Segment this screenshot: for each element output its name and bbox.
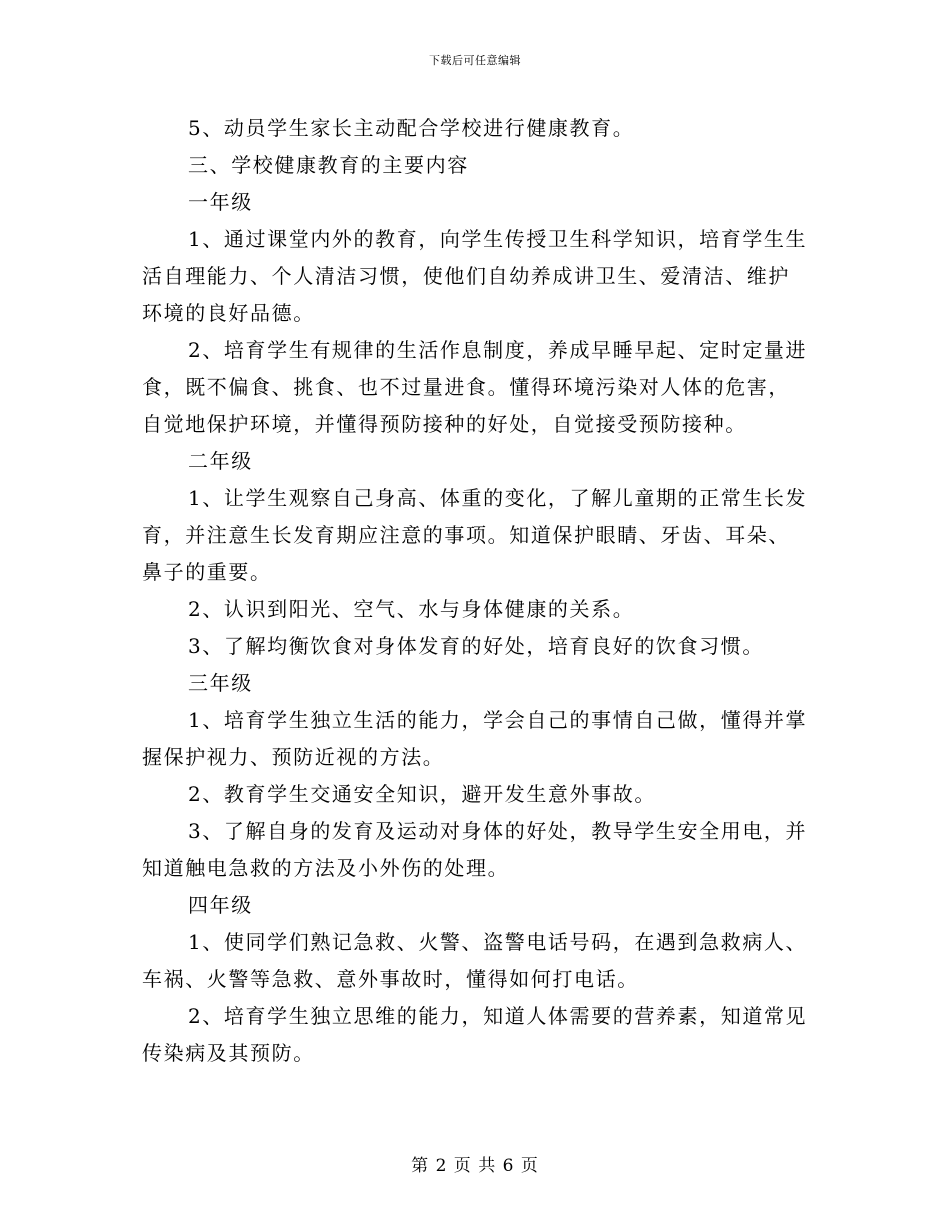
text-line: 1、培育学生独立生活的能力，学会自己的事情自己做，懂得并掌 — [188, 708, 808, 732]
text-line: 5、动员学生家长主动配合学校进行健康教育。 — [188, 116, 635, 140]
grade-heading: 一年级 — [188, 190, 253, 214]
text-line: 鼻子的重要。 — [142, 560, 272, 584]
text-line: 2、培育学生有规律的生活作息制度，养成早睡早起、定时定量进 — [188, 338, 808, 362]
text-line: 3、了解均衡饮食对身体发育的好处，培育良好的饮食习惯。 — [188, 634, 764, 658]
page-header: 下载后可任意编辑 — [429, 54, 521, 67]
text-line: 3、了解自身的发育及运动对身体的好处，教导学生安全用电，并 — [188, 819, 808, 843]
text-line: 1、通过课堂内外的教育，向学生传授卫生科学知识，培育学生生 — [188, 227, 808, 251]
text-line: 握保护视力、预防近视的方法。 — [142, 745, 445, 769]
page-footer: 第 2 页 共 6 页 — [411, 1156, 539, 1176]
text-line: 食，既不偏食、挑食、也不过量进食。懂得环境污染对人体的危害， — [142, 375, 790, 399]
text-line: 1、使同学们熟记急救、火警、盗警电话号码，在遇到急救病人、 — [188, 930, 808, 954]
text-line: 自觉地保护环境，并懂得预防接种的好处，自觉接受预防接种。 — [142, 412, 747, 436]
grade-heading: 二年级 — [188, 449, 253, 473]
text-line: 活自理能力、个人清洁习惯，使他们自幼养成讲卫生、爱清洁、维护 — [142, 264, 790, 288]
document-body — [142, 110, 808, 1072]
section-heading: 三、学校健康教育的主要内容 — [188, 153, 469, 177]
text-line: 2、教育学生交通安全知识，避开发生意外事故。 — [188, 782, 656, 806]
text-line: 2、培育学生独立思维的能力，知道人体需要的营养素，知道常见 — [188, 1004, 808, 1028]
text-line: 知道触电急救的方法及小外伤的处理。 — [142, 856, 510, 880]
grade-heading: 三年级 — [188, 671, 253, 695]
text-line: 2、认识到阳光、空气、水与身体健康的关系。 — [188, 597, 635, 621]
text-line: 车祸、火警等急救、意外事故时，懂得如何打电话。 — [142, 967, 639, 991]
grade-heading: 四年级 — [188, 893, 253, 917]
text-line: 1、让学生观察自己身高、体重的变化，了解儿童期的正常生长发 — [188, 486, 808, 510]
text-line: 育，并注意生长发育期应注意的事项。知道保护眼睛、牙齿、耳朵、 — [142, 523, 790, 547]
text-line: 传染病及其预防。 — [142, 1041, 315, 1065]
text-line: 环境的良好品德。 — [142, 301, 315, 325]
